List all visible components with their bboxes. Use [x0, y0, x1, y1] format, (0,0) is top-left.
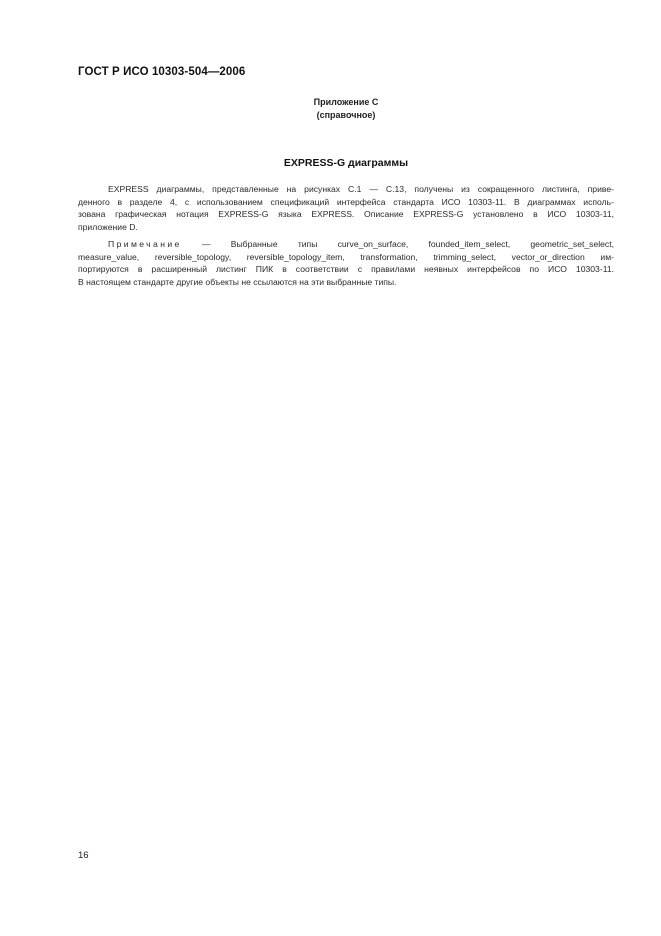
note-line: В настоящем стандарте другие объекты не ссылаются на эти выбранные типы. — [78, 276, 397, 287]
note-label: Примечание — [108, 239, 182, 249]
note-first-line-text: — Выбранные типы curve_on_surface, founded_item_select, geometric_set_select, — [181, 239, 614, 249]
annex-title: Приложение С — [313, 97, 379, 107]
intro-paragraph-line: EXPRESS диаграммы, представленные на рисунках С.1 — С.13, получены из сокращенного листинга, приве- — [108, 184, 614, 194]
note-paragraph — [78, 238, 614, 288]
intro-paragraph-line: приложение D. — [78, 221, 138, 232]
note-line: портируются в расширенный листинг ПИК в соответствии с правилами неявных интерфейсов по ИСО 10303-11. — [78, 264, 614, 275]
intro-paragraph — [78, 183, 614, 233]
document-header-code: ГОСТ Р ИСО 10303-504—2006 — [78, 66, 246, 78]
intro-paragraph-line: зована графическая нотация EXPRESS-G языка EXPRESS. Описание EXPRESS-G установлено в ИСО 10303-11, — [78, 209, 614, 220]
annex-type: (справочное) — [316, 110, 376, 120]
note-first-line — [78, 238, 614, 251]
page-number: 16 — [78, 850, 89, 861]
section-title: EXPRESS-G диаграммы — [283, 157, 409, 169]
intro-paragraph-line: денного в разделе 4, с использованием спецификаций интерфейса стандарта ИСО 10303-11. В диаграммах исполь- — [78, 196, 614, 207]
note-line: measure_value, reversible_topology, reversible_topology_item, transformation, trimming_select, vector_or_direction им- — [78, 251, 614, 262]
